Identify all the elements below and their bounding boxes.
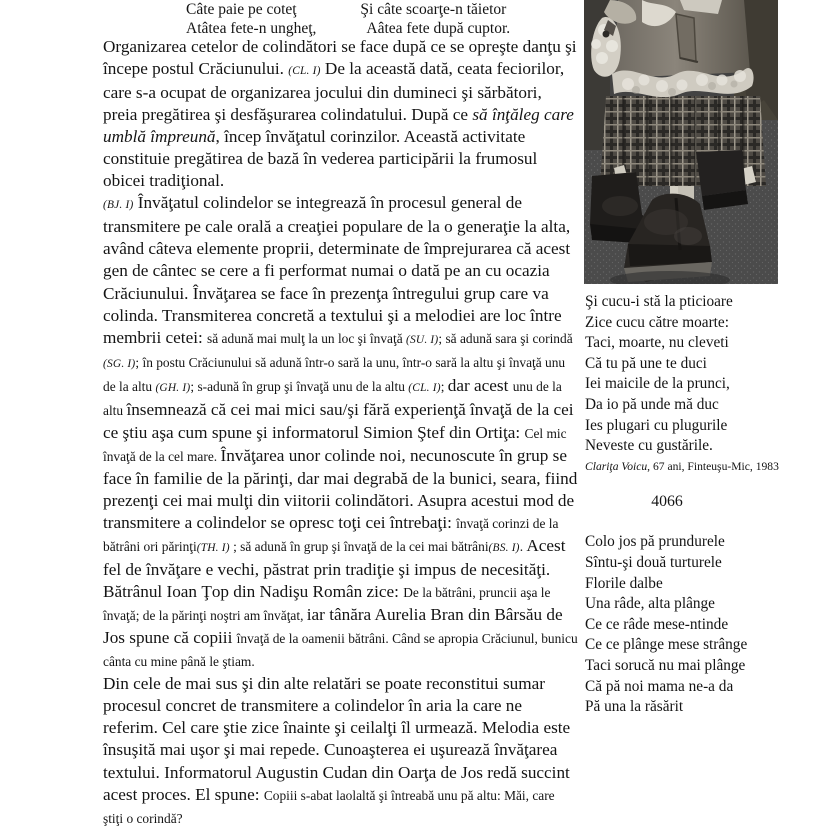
source-siglum: (CL. I) [408,381,441,394]
prose-run: Învăţarea unor colinde noi, necunoscute în grup se face în familie de la părinţi, dar mai degrabă de la bunici, seara, fiind prezenţi cei mai mulţi din viitorii colindători. Asupra acestui mod de transmitere a colindelor se opresc toţi cei întrebaţi: [103,445,578,532]
source-siglum: (TH. I) [196,542,230,555]
song-line: Taci, moarte, nu cleveti [585,334,729,352]
song-line: Şi cucu-i stă la pticioare [585,293,733,310]
song-attribution [585,459,821,474]
prose-run: iar tânăra Aurelia Bran din Bârsău de Jos spune că copiii [103,605,563,648]
informant-quote: învaţă de la oamenii bătrâni. Când se apropia Crăciunul, bunicu cânta cu mine până le ştiam. [103,631,578,670]
informant-quote: unu de la altu [103,378,562,418]
song-line: Că tu pă une te duci [585,354,707,372]
songs-column [585,292,821,718]
song-line: Pă una la răsărit [585,698,684,716]
song-block [585,292,821,457]
prose-run: Învăţatul colindelor se integrează în procesul general de transmitere pe cale orală a creaţiei populare de la o generaţie la alta, având câteva elemente proprii, determinate de împrejurarea că acest gen de cântec se cere a fi performat numai o dată pe an cu ocazia Crăciunului. Învăţarea se face în prezenţa întregului grup care va colinda. Transmiterea concretă a textului şi a melodiei are loc între membrii cetei: [103,193,571,347]
costume-photograph [584,0,778,284]
song-line: Iei maicile de la prunci, [585,375,730,393]
source-siglum: (SU. I) [406,333,439,346]
prose-paragraph [103,673,578,829]
source-siglum: (BJ. I) [103,199,134,212]
informant-quote: De la bătrâni, pruncii aşa le învaţă; de la părinţi noştri am învăţat, [103,585,551,624]
song-line: Ies plugari cu plugurile [585,416,728,434]
emphasised-phrase: să înţăleg care umblă împreună [103,105,574,147]
song-line: Colo jos pă prundurele [585,533,725,551]
informant-quote: învaţă corinzi de la bătrâni ori părinţi [103,515,559,555]
source-siglum: (SG. I) [103,357,136,370]
verse-header-right-line: Şi câte scoarţe-n tăietor [360,1,507,18]
informant-name: Clariţa Voicu [585,459,648,473]
informant-quote: ; să adună în grup şi învaţă de la cei mai bătrâni [229,539,489,555]
informant-quote: Copiii s-abat laolaltă şi întreabă unu pă altu: Măi, care ştiţi o corindă? [103,787,555,826]
song-line: Da io pă unde mă duc [585,395,719,413]
song-line: Florile dalbe [585,574,663,592]
song-line: Una râde, alta plânge [585,595,715,613]
informant-quote: să adună mai mulţ la un loc şi învaţă [207,330,406,346]
informant-quote: ; să adună sara şi corindă [438,330,573,346]
verse-header-right-column [360,0,510,38]
prose-paragraph [103,192,578,673]
song-line: Taci sorucă nu mai plânge [585,656,746,674]
song-number: 4066 [651,492,683,510]
prose-paragraph [103,36,578,192]
source-siglum: (CL. I) [288,65,321,78]
prose-run: , încep învăţatul corinzilor. Această activitate constituie pregătirea de bază în vederea participării la frumosul obicei tradiţional. [103,127,538,191]
attribution-details: , 67 ani, Finteuşu-Mic, 1983 [647,459,779,473]
prose-run: Acest fel de învăţare e vechi, păstrat prin tradiţie şi impus de necesităţi. Bătrânul Ioan Ţop din Nadişu Român zice: [103,536,566,602]
verse-header-left-column [186,0,316,38]
song-line: Sîntu-şi două turturele [585,553,722,571]
informant-quote: ; în postu Crăciunului să adună într-o sară la unu, într-o sară la altu şi învaţă unu de la altu [103,354,566,394]
song-block [585,532,821,717]
photograph-image [584,0,778,284]
informant-quote: Cel mic învaţă de la cel mare. [103,425,567,464]
prose-run: însemnează că cei mai mici sau/şi fără experienţă învaţă de la cei ce ştiu aşa cum spune şi informatorul Simion Ştef din Ortiţa: [103,399,574,442]
informant-quote: ; s-adună în grup şi învaţă unu de la altu [190,378,409,394]
informant-quote: . [519,539,527,555]
song-line: Că pă noi mama ne-a da [585,677,734,695]
informant-quote: ; [440,378,448,394]
prose-run: dar acest [447,375,513,395]
verse-header-left-line: Câte paie pe coteţ [186,1,297,18]
song-line: Ce ce râde mese-ntinde [585,615,729,633]
prose-run: De la această dată, ceata feciorilor, care s-a ocupat de organizarea jocului din dumineci şi sărbători, preia pregătirea şi desfăşurarea colindatului. După ce [103,59,565,125]
song-line: Zice cucu către moarte: [585,313,729,331]
song-line: Ce ce plânge mese strânge [585,636,748,654]
prose-run: Organizarea cetelor de colindători se face după ce se opreşte danţu şi începe postul Crăciunului. [103,37,577,79]
song-line: Neveste cu gustările. [585,437,713,455]
prose-body [103,36,578,830]
source-siglum: (GH. I) [155,381,191,394]
verse-header-right-line: Aâtea fete după cuptor. [366,20,511,37]
prose-run: Din cele de mai sus şi din alte relatări se poate reconstitui sumar procesul concret de transmitere a colindelor în aria la care ne referim. Cel care ştie zice înainte şi ceilalţi îl urmează. Melodia este însuşită mai uşor şi mai repede. Cunoaşterea ei uşurează învăţarea textului. Informatorul Augustin Cudan din Oarţa de Jos redă succint acest proces. El spune: [103,674,571,804]
source-siglum: (BS. I) [488,542,520,555]
verse-header [186,0,576,38]
verse-header-left-line: Atâtea fete-n ungheţ, [186,20,317,37]
